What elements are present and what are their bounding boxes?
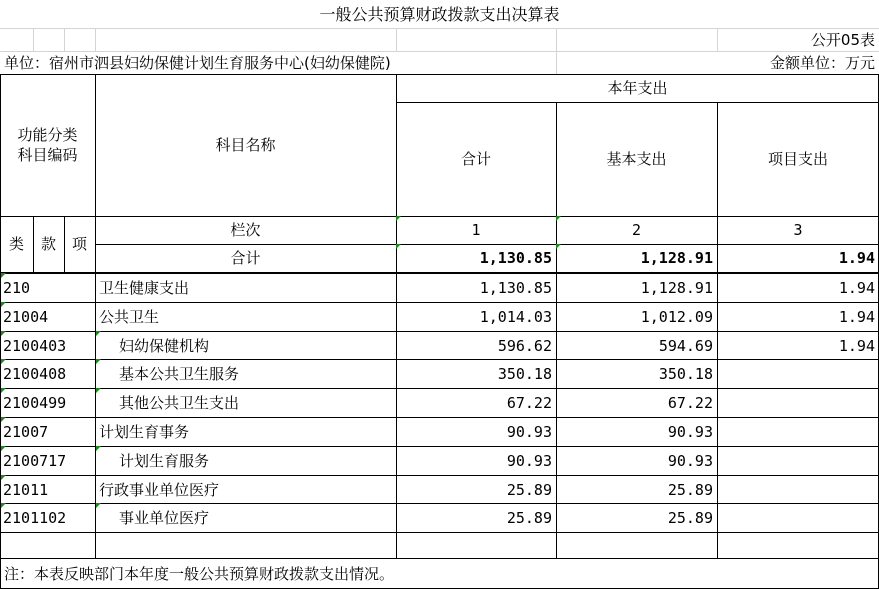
row-basic: 90.93 — [667, 451, 713, 470]
header-basic-expense: 基本支出 — [606, 150, 667, 168]
row-subject-name: 其他公共卫生支出 — [119, 393, 240, 412]
row-code: 2101102 — [3, 508, 67, 527]
row-basic: 1,012.09 — [640, 307, 713, 326]
row-subject-name: 基本公共卫生服务 — [119, 364, 240, 383]
header-project-expense: 项目支出 — [767, 150, 828, 168]
row-basic: 594.69 — [658, 336, 713, 355]
row-project: 1.94 — [838, 278, 875, 297]
header-code-line2: 科目编码 — [17, 146, 78, 164]
row-project: 1.94 — [838, 307, 875, 326]
header-xiang: 项 — [71, 235, 87, 253]
row-project — [717, 417, 879, 446]
row-subject-name: 事业单位医疗 — [119, 508, 210, 527]
row-subject-name: 行政事业单位医疗 — [99, 480, 220, 499]
table-number: 公开05表 — [810, 31, 875, 49]
total-row-total: 1,130.85 — [479, 249, 552, 267]
row-total: 1,130.85 — [479, 278, 552, 297]
row-project — [717, 359, 879, 388]
row-code: 2100717 — [3, 451, 67, 470]
header-total: 合计 — [460, 150, 491, 168]
row-total: 25.89 — [506, 508, 552, 527]
header-kuan: 款 — [40, 235, 56, 253]
row-code: 2100403 — [3, 336, 67, 355]
row-project: 1.94 — [838, 336, 875, 355]
unit-label: 单位：宿州市泗县妇幼保健计划生育服务中心(妇幼保健院) — [4, 53, 391, 72]
header-col-3: 3 — [793, 221, 803, 239]
row-subject-name: 妇幼保健机构 — [119, 336, 210, 355]
amount-unit-label: 金额单位：万元 — [769, 53, 875, 72]
header-current-year-expense: 本年支出 — [607, 79, 668, 97]
row-project — [717, 503, 879, 532]
sheet-title: 一般公共预算财政拨款支出决算表 — [319, 5, 560, 25]
row-basic: 90.93 — [667, 422, 713, 441]
total-row-basic: 1,128.91 — [640, 249, 713, 267]
row-total: 25.89 — [506, 480, 552, 499]
footnote: 注：本表反映部门本年度一般公共预算财政拨款支出情况。 — [4, 564, 395, 583]
row-total: 596.62 — [497, 336, 552, 355]
row-code: 2100408 — [3, 364, 67, 383]
row-total: 90.93 — [506, 451, 552, 470]
header-code-line1: 功能分类 — [17, 125, 78, 144]
row-code: 21004 — [3, 307, 49, 326]
header-col-2: 2 — [631, 221, 642, 239]
row-basic: 25.89 — [667, 508, 713, 527]
row-total: 67.22 — [506, 393, 552, 412]
row-basic: 1,128.91 — [640, 278, 713, 297]
header-function-code — [0, 74, 95, 216]
row-subject-name: 计划生育服务 — [119, 451, 210, 470]
row-code: 21007 — [3, 422, 49, 441]
header-subject-name: 科目名称 — [215, 136, 276, 154]
row-subject-name: 计划生育事务 — [99, 422, 190, 441]
row-basic: 25.89 — [667, 480, 713, 499]
row-basic: 67.22 — [667, 393, 713, 412]
row-basic: 350.18 — [658, 364, 713, 383]
total-row-project: 1.94 — [838, 249, 875, 267]
row-project — [717, 446, 879, 475]
total-row-label: 合计 — [230, 249, 261, 267]
header-lei: 类 — [8, 235, 24, 253]
row-code: 2100499 — [3, 393, 67, 412]
row-total: 90.93 — [506, 422, 552, 441]
row-total: 1,014.03 — [479, 307, 552, 326]
row-project — [717, 388, 879, 417]
row-code: 210 — [3, 278, 31, 297]
row-code: 21011 — [3, 480, 49, 499]
header-col-1: 1 — [471, 221, 481, 239]
row-subject-name: 公共卫生 — [99, 307, 160, 326]
row-total: 350.18 — [497, 364, 552, 383]
header-column-index: 栏次 — [230, 221, 261, 239]
row-subject-name: 卫生健康支出 — [99, 278, 190, 297]
row-project — [717, 475, 879, 504]
